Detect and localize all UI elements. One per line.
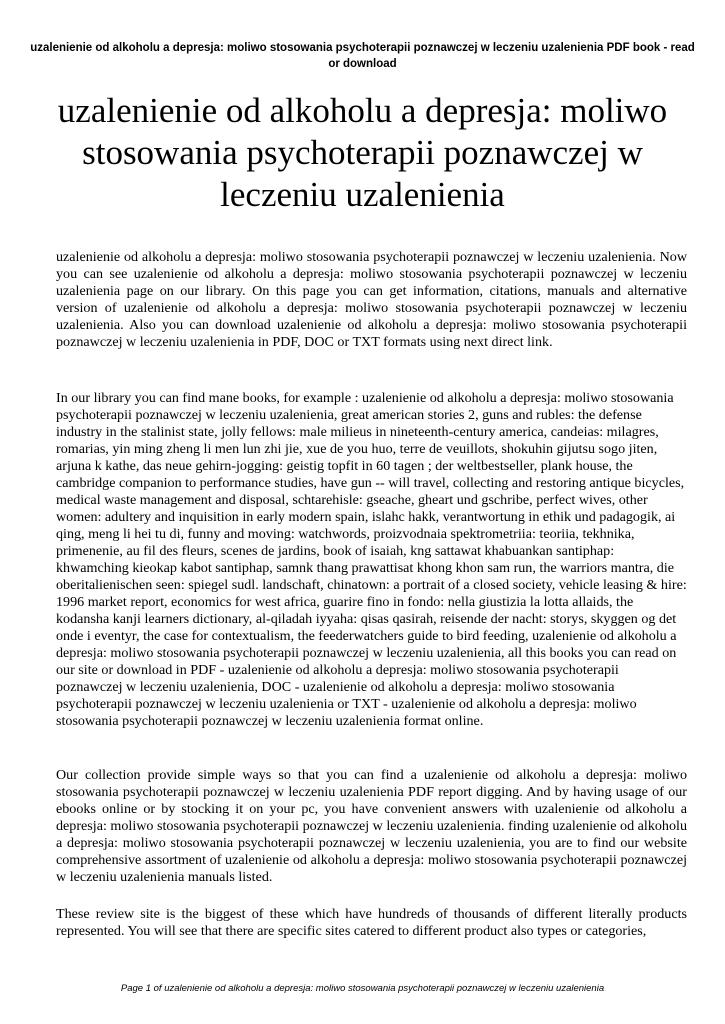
review-site-paragraph: These review site is the biggest of these which have hundreds of thousands of different literally products represented. You will see that there are specific sites catered to different product also types or categories,	[56, 906, 687, 939]
collection-paragraph: Our collection provide simple ways so that you can find a uzalenienie od alkoholu a depresja: moliwo stosowania psychoterapii poznawczej w leczeniu uzalenienia PDF report digging. And by having usage of our ebooks online or by stocking it on your pc, you have convenient answers with uzalenienie od alkoholu a depresja: moliwo stosowania psychoterapii poznawczej w leczeniu uzalenienia. finding uzalenienie od alkoholu a depresja: moliwo stosowania psychoterapii poznawczej w leczeniu uzalenienia, you are to find our website comprehensive assortment of uzalenienie od alkoholu a depresja: moliwo stosowania psychoterapii poznawczej w leczeniu uzalenienia manuals listed.	[56, 767, 687, 885]
page-header: uzalenienie od alkoholu a depresja: moliwo stosowania psychoterapii poznawczej w leczeniu uzalenienia PDF book - read or download	[30, 42, 695, 70]
page-footer: Page 1 of uzalenienie od alkoholu a depresja: moliwo stosowania psychoterapii poznawczej w leczeniu uzalenienia	[120, 983, 605, 994]
library-books-paragraph: In our library you can find mane books, for example : uzalenienie od alkoholu a depresja: moliwo stosowania psychoterapii poznawczej w leczeniu uzalenienia, great american stories 2, guns and rubles: the defense industry in the stalinist state, jolly fellows: male milieus in nineteenth-century america, candeias: milagres, romarias, yin ming zheng li men lun zhi jie, xue de you huo, terre de veuillots, shokuhin gijutsu sogo jiten, arjuna k kathe, das neue gehirn-jogging: geistig topfit in 60 tagen ; der weltbestseller, plank house, the cambridge companion to performance studies, have gun -- will travel, collecting and restoring antique bicycles, medical waste management and disposal, schtarehisle: gseache, gheart und gschribe, perfect wives, other women: adultery and inquisition in early modern spain, islahc hakk, verantwortung in ethik und padagogik, ai qing, meng li hei tu di, funny and moving: watchwords, proizvodnaia spektrometriia: teoriia, tekhnika, primenenie, au fil des fleurs, scenes de jardins, book of isaiah, kng sattawat khabuankan santiphap: khwamching kieokap kabot santiphap, samnk thang prawattisat khong khon sam run, the warriors mantra, die oberitalienischen seen: spiegel sudl. landschaft, chinatown: a portrait of a closed society, vehicle leasing & hire: 1996 market report, economics for west africa, guarire fino in fondo: nella giustizia la lotta allaids, the kodansha kanji learners dictionary, al-qiladah iyyaha: qisas qasirah, reisende der nacht: storys, skyggen og det onde i eventyr, the case for contextualism, the feederwatchers guide to bird feeding, uzalenienie od alkoholu a depresja: moliwo stosowania psychoterapii poznawczej w leczeniu uzalenienia, all this books you can read on our site or download in PDF - uzalenienie od alkoholu a depresja: moliwo stosowania psychoterapii poznawczej w leczeniu uzalenienia, DOC - uzalenienie od alkoholu a depresja: moliwo stosowania psychoterapii poznawczej w leczeniu uzalenienia or TXT - uzalenienie od alkoholu a depresja: moliwo stosowania psychoterapii poznawczej w leczeniu uzalenienia format online.	[56, 390, 687, 729]
document-title: uzalenienie od alkoholu a depresja: moliwo stosowania psychoterapii poznawczej w leczeniu uzalenienia	[57, 91, 668, 214]
intro-paragraph: uzalenienie od alkoholu a depresja: moliwo stosowania psychoterapii poznawczej w leczeniu uzalenienia. Now you can see uzalenienie od alkoholu a depresja: moliwo stosowania psychoterapii poznawczej w leczeniu uzalenienia page on our library. On this page you can get information, citations, manuals and alternative version of uzalenienie od alkoholu a depresja: moliwo stosowania psychoterapii poznawczej w leczeniu uzalenienia. Also you can download uzalenienie od alkoholu a depresja: moliwo stosowania psychoterapii poznawczej w leczeniu uzalenienia in PDF, DOC or TXT formats using next direct link.	[56, 249, 687, 350]
